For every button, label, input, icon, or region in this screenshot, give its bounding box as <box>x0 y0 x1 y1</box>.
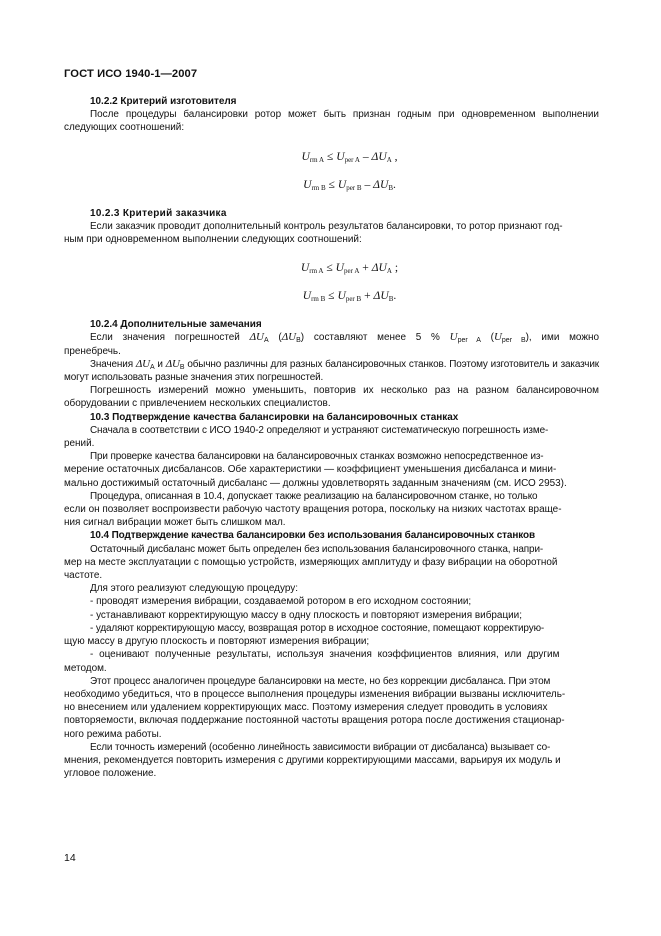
page-number: 14 <box>64 852 76 864</box>
list-item-procedure-4-line1: - оценивают полученные результаты, используя значения коэффициентов влияния, или другим <box>90 649 560 661</box>
paragraph-10-3-b-line2: мерение остаточных дисбалансов. Обе характеристики — коэффициент уменьшения дисбаланса и мини- <box>64 464 557 476</box>
paragraph-10-2-3-line1: Если заказчик проводит дополнительный контроль результатов балансировки, то ротор признают год- <box>90 220 563 232</box>
paragraph-10-2-4-errors: Если значения погрешностей $\Delta U_A$ $(\Delta U_B)$ составляют менее 5 % $U_{per A}$ $(U_{per B})$, ими можно пренебречь. <box>64 331 600 357</box>
formula-manufacturer-b: $U_{rm B} \le U_{per B} - \Delta U_B$. <box>303 177 396 192</box>
paragraph-10-3-c-line1: Процедура, описанная в 10.4, допускает также реализацию на балансировочном станке, но только <box>90 490 538 502</box>
formula-customer-a: $U_{rm A} \le U_{per A} + \Delta U_A$ ; <box>300 261 399 276</box>
paragraph-10-3-a-line1: Сначала в соответствии с ИСО 1940-2 определяют и устраняют систематическую погрешность изме- <box>90 424 549 436</box>
paragraph-10-4-procedure: Для этого реализуют следующую процедуру: <box>90 583 298 595</box>
formula-manufacturer-a: $U_{rm A} \le U_{per A} - \Delta U_A$ , <box>301 149 398 164</box>
paragraph-10-3-b-line3: мально достижимый остаточный дисбаланс — должны удовлетворять заданным значениям (см. ИСО 2953). <box>64 477 567 489</box>
heading-10-4: 10.4 Подтверждение качества балансировки без использования балансировочных станков <box>90 530 535 542</box>
paragraph-10-3-a-line2: рений. <box>64 438 95 450</box>
paragraph-10-2-2: После процедуры балансировки ротор может быть признан годным при одновременном выполнении следующих соотношений: <box>64 109 599 134</box>
list-item-procedure-3-line1: - удаляют корректирующую массу, возвращая ротор в исходное состояние, помещают корректирую- <box>90 622 545 634</box>
heading-10-2-2: 10.2.2 Критерий изготовителя <box>90 96 237 107</box>
paragraph-10-4-b-line1: Этот процесс аналогичен процедуре балансировки на месте, но без коррекции дисбаланса. При этом <box>90 675 551 687</box>
paragraph-10-4-c-line2: мнения, рекомендуется повторить измерения с другими корректирующими массами, варьируя их модуль и <box>64 754 561 766</box>
list-item-procedure-4-line2: методом. <box>64 662 107 674</box>
paragraph-10-4-a-line3: частоте. <box>64 570 103 582</box>
document-body <box>64 95 599 780</box>
heading-10-2-4: 10.2.4 Дополнительные замечания <box>90 319 262 331</box>
list-item-procedure-3-line2: щую массу в другую плоскость и повторяют измерения вибрации; <box>64 636 370 648</box>
document-header-title: ГОСТ ИСО 1940-1—2007 <box>64 68 198 80</box>
paragraph-10-4-c-line3: угловое положение. <box>64 768 157 780</box>
paragraph-10-4-b-line4: повторяемости, включая поддержание постоянной частоты вращения ротора после достижения стационар- <box>64 715 565 727</box>
list-item-procedure-2: - устанавливают корректирующую массу в одну плоскость и повторяют измерения вибрации; <box>90 609 522 621</box>
paragraph-10-3-c-line3: ния сигнал вибрации может быть слишком мал. <box>64 517 286 529</box>
paragraph-10-2-4-reduce: Погрешность измерений можно уменьшить, повторив их несколько раз на разном балансировочном оборудовании с привлечением нескольких специалистов. <box>64 385 599 410</box>
heading-10-3: 10.3 Подтверждение качества балансировки на балансировочных станках <box>90 411 459 423</box>
paragraph-10-4-b-line3: но внесением или удалением корректирующих масс. Поэтому измерения следует проводить в условиях <box>64 702 548 714</box>
paragraph-10-4-c-line1: Если точность измерений (особенно линейность зависимости вибрации от дисбаланса) вызывает со- <box>90 741 551 753</box>
paragraph-10-4-a-line2: мер на месте эксплуатации с помощью устройств, измеряющих амплитуду и фазу вибрации на оборотной <box>64 556 558 568</box>
formula-customer-b: $U_{rm B} \le U_{per B} + \Delta U_B$. <box>302 289 397 304</box>
paragraph-10-4-a-line1: Остаточный дисбаланс может быть определен без использования балансировочного станка, напри- <box>90 543 544 555</box>
paragraph-10-4-b-line2: необходимо убедиться, что в процессе выполнения процедуры изменения вибрации вызваны исключитель- <box>64 688 566 700</box>
paragraph-10-2-3-line2: ным при одновременном выполнении следующих соотношений: <box>64 234 362 246</box>
paragraph-10-3-c-line2: если он позволяет воспроизвести рабочую частоту вращения ротора, поскольку на низких частотах враще- <box>64 504 562 516</box>
paragraph-10-4-b-line5: ного режима работы. <box>64 728 162 740</box>
heading-10-2-3: 10.2.3 Критерий заказчика <box>90 207 227 219</box>
paragraph-10-2-4-values: Значения $\Delta U_A$ и $\Delta U_B$ обычно различны для разных балансировочных станков. Поэтому изготовитель и заказчик могут использовать разные значения этих погрешностей. <box>64 357 599 384</box>
paragraph-10-3-b-line1: При проверке качества балансировки на балансировочных станках возможно непосредственное из- <box>90 451 544 463</box>
list-item-procedure-1: - проводят измерения вибрации, создаваемой ротором в его исходном состоянии; <box>90 596 472 608</box>
